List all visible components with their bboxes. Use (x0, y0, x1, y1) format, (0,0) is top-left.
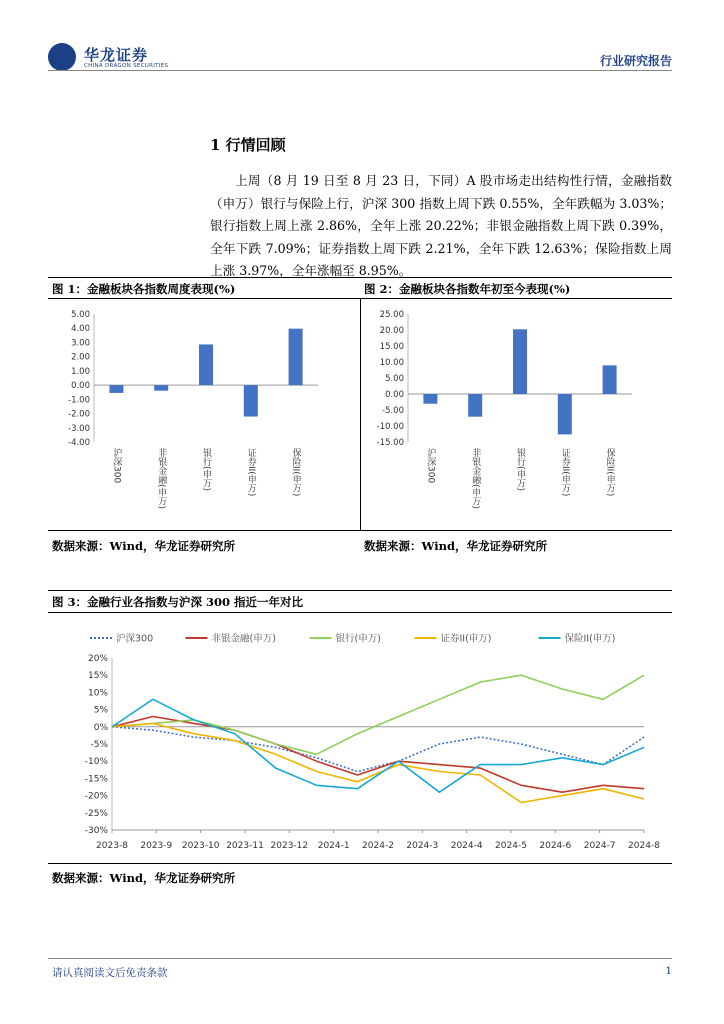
bar (558, 394, 572, 434)
y-tick-label: -5.00 (382, 406, 404, 416)
company-name: 华龙证券 (84, 46, 149, 64)
category-label: 银行(申万) (515, 448, 525, 492)
y-tick-label: 20.00 (379, 326, 404, 336)
figure-separator (360, 298, 361, 530)
y-tick-label: -15.00 (376, 438, 404, 448)
y-tick-label: -20% (84, 791, 108, 802)
report-type: 行业研究报告 (599, 54, 672, 68)
x-tick-label: 2024-2 (362, 841, 394, 851)
fig2-source: 数据来源：Wind，华龙证券研究所 (364, 539, 547, 553)
category-label: 保险II(申万) (604, 448, 615, 497)
bar (289, 329, 303, 385)
legend-label: 保险II(申万) (564, 633, 616, 645)
chart-weekly-performance (50, 300, 356, 528)
x-tick-label: 2024-8 (628, 841, 660, 851)
figure-bottom-rule (48, 530, 672, 531)
bar (603, 365, 617, 394)
x-tick-label: 2024-4 (450, 841, 483, 851)
y-tick-label: 10.00 (379, 358, 404, 368)
legend-label: 银行(申万) (335, 633, 381, 645)
y-tick-label: 5.00 (385, 374, 404, 384)
category-label: 非银金融(申万) (156, 448, 167, 510)
y-tick-label: -5% (90, 740, 108, 750)
legend-label: 非银金融(申万) (211, 633, 276, 645)
bar (244, 385, 258, 416)
category-label: 银行(申万) (201, 448, 211, 492)
page-number: 1 (665, 965, 672, 977)
company-logo-icon (48, 43, 76, 71)
y-tick-label: 10% (87, 688, 108, 699)
legend-label: 沪深300 (116, 633, 154, 645)
y-tick-label: 0.00 (71, 381, 90, 392)
x-tick-label: 2024-3 (406, 841, 439, 851)
y-tick-label: 0% (93, 722, 108, 733)
y-tick-label: -25% (84, 808, 108, 819)
y-tick-label: 1.00 (71, 366, 90, 377)
bar (423, 394, 437, 404)
y-tick-label: -4.00 (68, 438, 90, 448)
header-divider (48, 70, 672, 71)
y-tick-label: -30% (84, 826, 108, 836)
x-tick-label: 2024-6 (539, 841, 572, 851)
series-line (112, 723, 644, 802)
chart-one-year-comparison (50, 622, 670, 858)
fig3-caption-rule (48, 612, 672, 613)
fig1-source: 数据来源：Wind，华龙证券研究所 (52, 539, 235, 553)
x-tick-label: 2023-8 (96, 841, 128, 851)
fig3-source: 数据来源：Wind，华龙证券研究所 (52, 871, 235, 885)
x-tick-label: 2024-7 (583, 841, 616, 851)
y-tick-label: 20% (87, 654, 108, 664)
bar (513, 329, 527, 394)
fig3-bottom-rule (48, 863, 672, 864)
y-tick-label: 2.00 (71, 352, 90, 363)
x-tick-label: 2023-10 (181, 841, 220, 851)
section-body: 上周（8 月 19 日至 8 月 23 日，下同）A 股市场走出结构性行情，金融指数（申万）银行与保险上行，沪深 300 指数上周下跌 0.55%，全年跌幅为 3.03%；银行指数上周上涨 2.86%，全年上涨 20.22%；非银金融指数上周下跌 0.39%，全年下跌 7.09%；证券指数上周下跌 2.21%，全年下跌 12.63%；保险指数上周上涨 3.97%，全年涨幅至 8.95%。 (210, 173, 672, 278)
figure-top-rule (48, 277, 672, 278)
y-tick-label: 15.00 (379, 342, 404, 352)
y-tick-label: 0.00 (385, 390, 404, 400)
fig2-caption: 图 2：金融板块各指数年初至今表现(%) (364, 282, 571, 296)
category-label: 沪深300 (111, 448, 122, 484)
y-tick-label: -15% (84, 774, 108, 785)
y-tick-label: -1.00 (68, 395, 90, 406)
footer-disclaimer: 请认真阅读文后免责条款 (52, 967, 168, 979)
y-tick-label: 3.00 (71, 338, 90, 349)
y-tick-label: -10% (84, 757, 108, 768)
bar (199, 344, 213, 385)
category-label: 沪深300 (425, 448, 436, 484)
chart-ytd-performance (364, 300, 670, 528)
y-tick-label: 5.00 (71, 310, 90, 320)
category-label: 证券II(申万) (559, 448, 570, 497)
y-tick-label: 5% (93, 705, 108, 716)
y-tick-label: 4.00 (71, 324, 90, 335)
bar (109, 385, 123, 393)
x-tick-label: 2023-12 (270, 841, 309, 851)
y-tick-label: -10.00 (376, 422, 404, 432)
x-tick-label: 2024-1 (317, 841, 350, 851)
category-label: 非银金融(申万) (470, 448, 481, 510)
legend-label: 证券II(申万) (440, 633, 492, 645)
y-tick-label: -2.00 (68, 409, 90, 420)
y-tick-label: 15% (87, 671, 108, 682)
category-label: 保险II(申万) (290, 448, 301, 497)
x-tick-label: 2024-5 (495, 841, 527, 851)
bar (468, 394, 482, 417)
section-title: 1 行情回顾 (210, 136, 286, 154)
series-line (112, 675, 644, 754)
category-label: 证券II(申万) (245, 448, 256, 497)
y-tick-label: 25.00 (379, 310, 404, 320)
series-line (112, 699, 644, 792)
fig3-caption: 图 3：金融行业各指数与沪深 300 指近一年对比 (52, 595, 304, 609)
bar (154, 385, 168, 391)
footer-divider (48, 958, 672, 959)
x-tick-label: 2023-11 (226, 841, 264, 851)
x-tick-label: 2023-9 (140, 841, 173, 851)
fig1-caption: 图 1：金融板块各指数周度表现(%) (52, 282, 236, 296)
company-name-en: CHINA DRAGON SECURITIES (84, 63, 169, 69)
y-tick-label: -3.00 (68, 423, 90, 434)
fig3-top-rule (48, 590, 672, 591)
